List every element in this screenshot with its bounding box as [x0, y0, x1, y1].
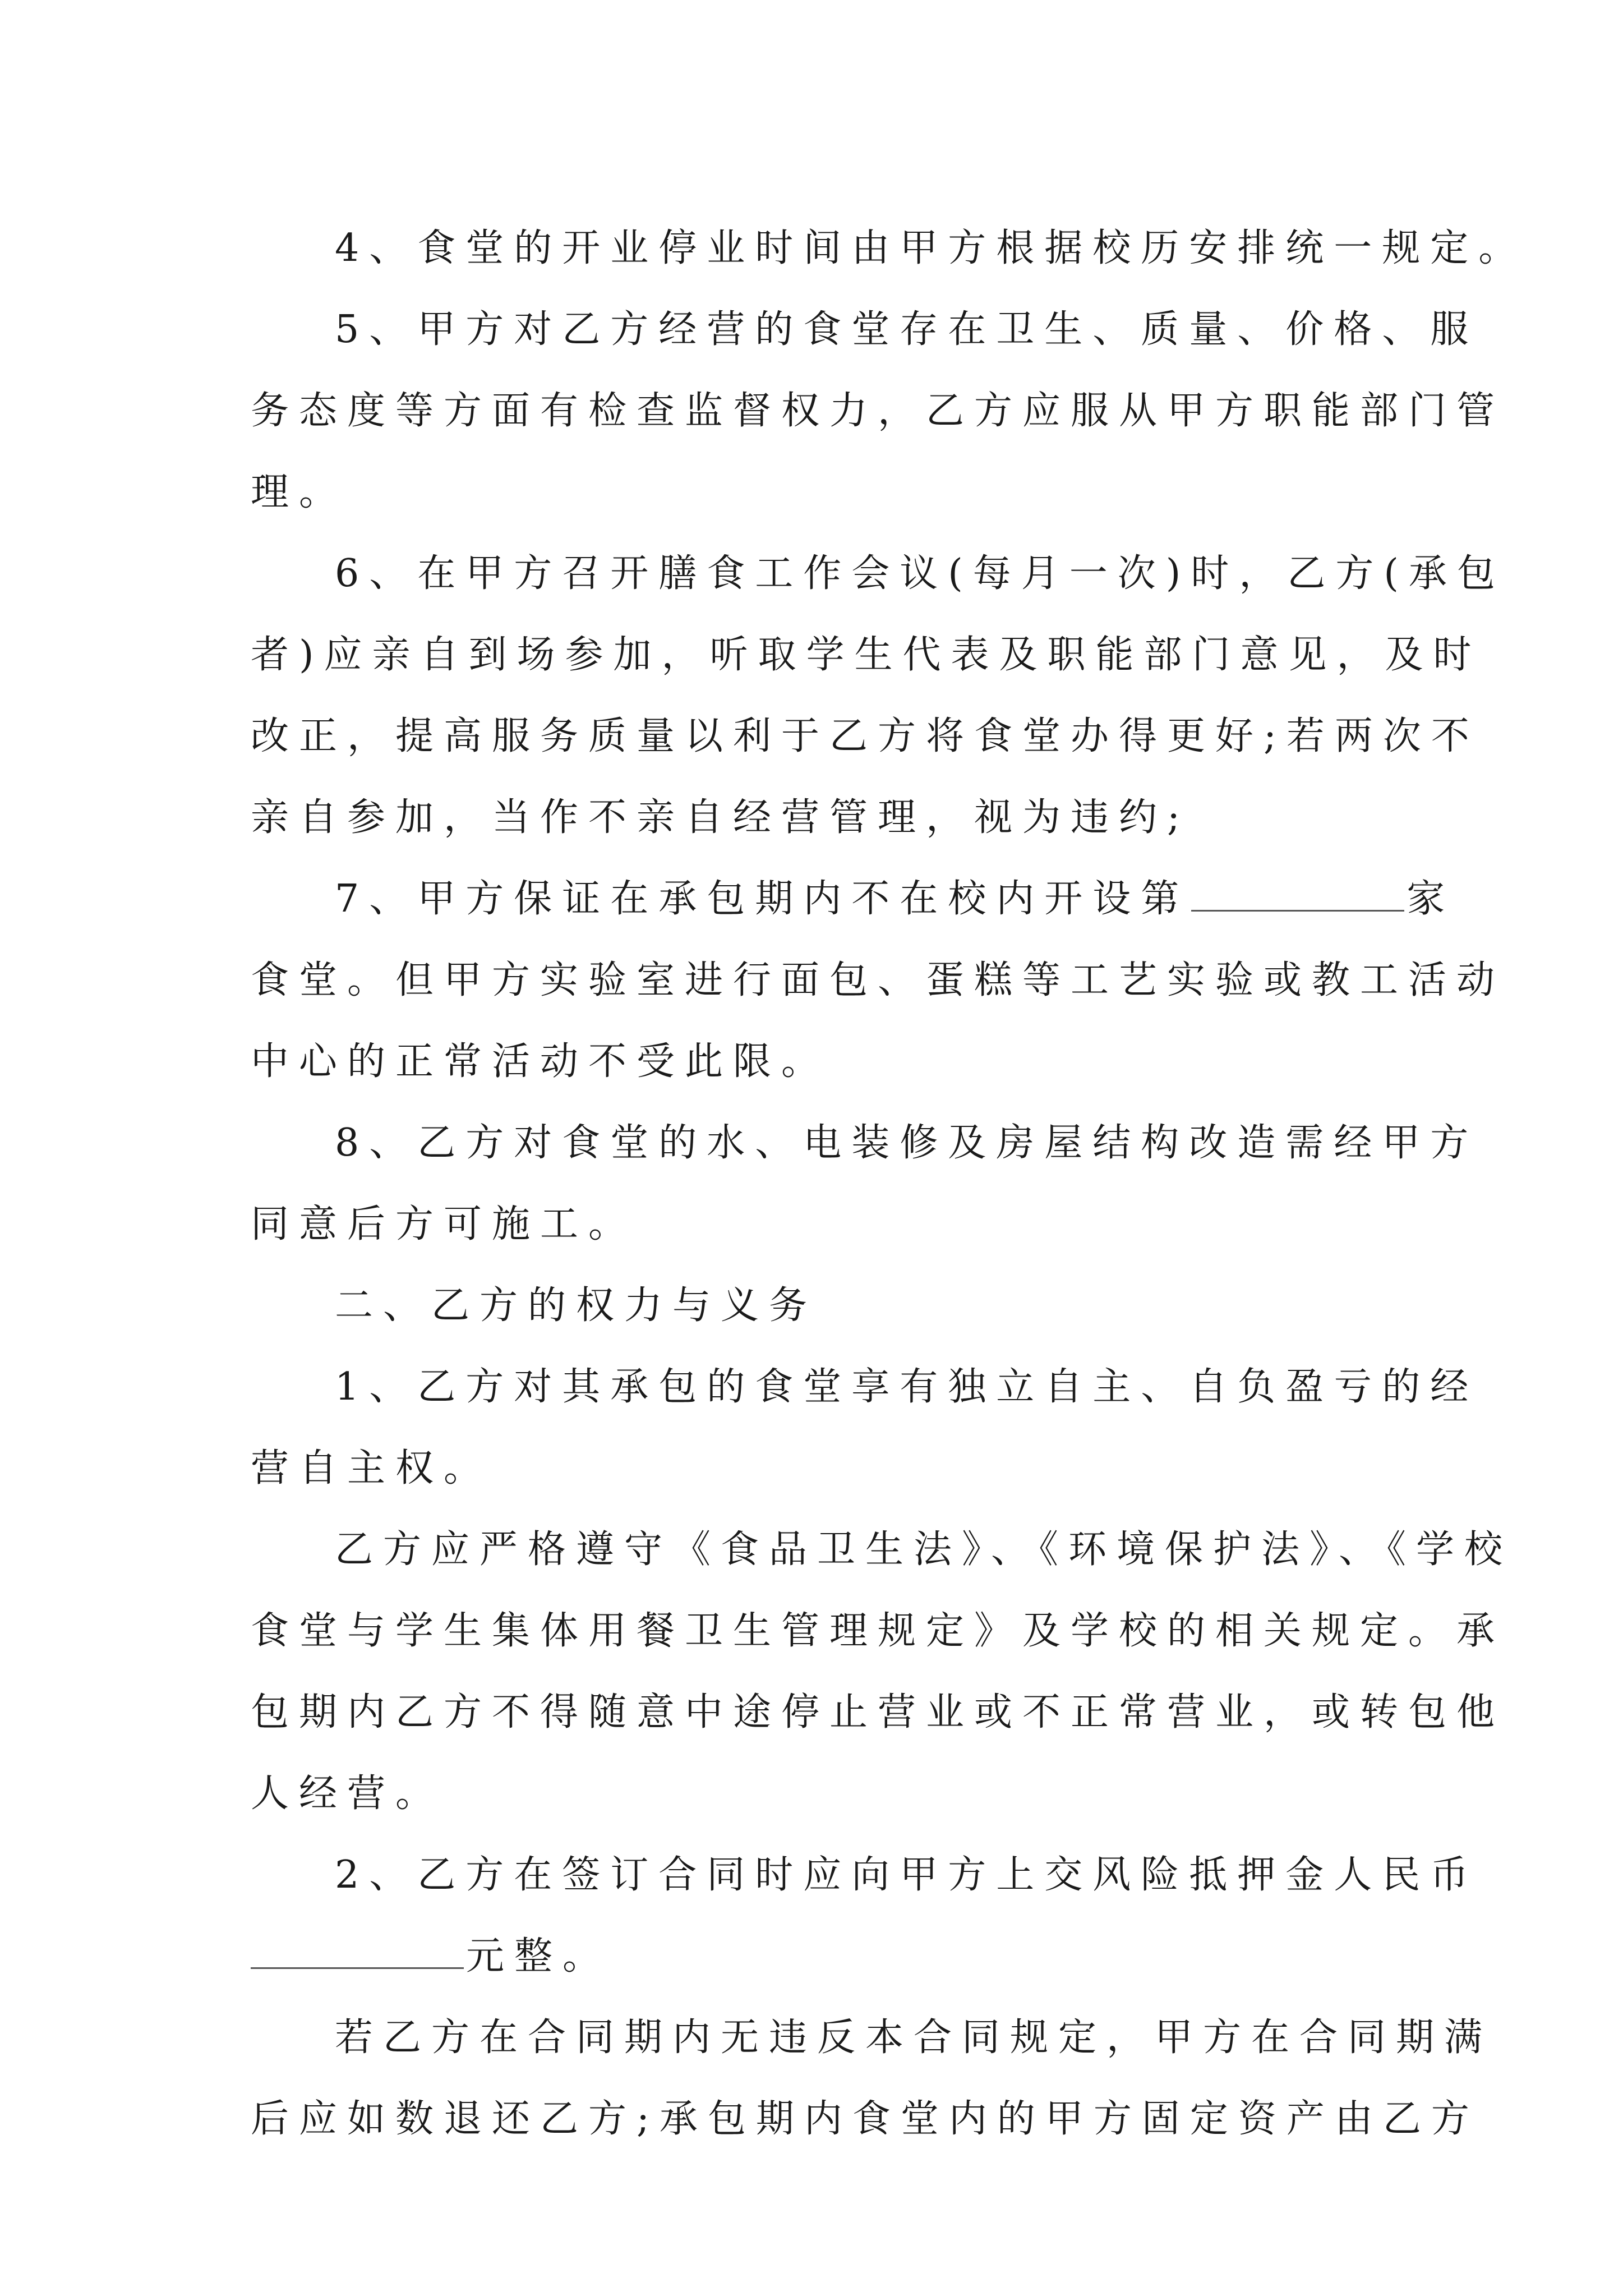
clause-6-line-2: 者)应亲自到场参加，听取学生代表及职能部门意见，及时	[251, 633, 1482, 677]
clause-7-line-3: 中心的正常活动不受此限。	[251, 1039, 830, 1084]
clause-7-line-1	[251, 858, 1455, 940]
document-body	[251, 208, 1527, 2160]
clause-6-line-3: 改正，提高服务质量以利于乙方将食堂办得更好;若两次不	[251, 714, 1479, 758]
section2-clause-1-line-1: 1、乙方对其承包的食堂享有独立自主、自负盈亏的经	[335, 1365, 1479, 1409]
compliance-line-2: 食堂与学生集体用餐卫生管理规定》及学校的相关规定。承	[251, 1609, 1505, 1653]
compliance-line-3: 包期内乙方不得随意中途停止营业或不正常营业，或转包他	[251, 1690, 1505, 1734]
compliance-line-1: 乙方应严格遵守《食品卫生法》、《环境保护法》、《学校	[335, 1527, 1513, 1572]
section-heading: 二、乙方的权力与义务	[335, 1283, 818, 1328]
amount-suffix: 元整。	[466, 1934, 611, 1978]
refund-line-1: 若乙方在合同期内无违反本合同规定，甲方在合同期满	[335, 2016, 1493, 2060]
clause-8-line-1: 8、乙方对食堂的水、电装修及房屋结构改造需经甲方	[335, 1121, 1479, 1165]
clause-7-text: 7、甲方保证在承包期内不在校内开设第	[335, 877, 1189, 921]
clause-6-line-4: 亲自参加，当作不亲自经营管理，视为违约;	[251, 795, 1190, 840]
clause-7-suffix: 家	[1407, 877, 1455, 921]
section2-clause-2-line-1: 2、乙方在签订合同时应向甲方上交风险抵押金人民币	[335, 1853, 1479, 1897]
section2-clause-1-line-2: 营自主权。	[251, 1446, 492, 1490]
clause-7-line-2: 食堂。但甲方实验室进行面包、蛋糕等工艺实验或教工活动	[251, 958, 1505, 1002]
clause-5-line-2: 务态度等方面有检查监督权力，乙方应服从甲方职能部门管	[251, 389, 1505, 433]
section2-clause-2-line-2	[251, 1916, 1395, 1997]
clause-6-line-1: 6、在甲方召开膳食工作会议(每月一次)时，乙方(承包	[335, 551, 1505, 596]
clause-5-line-1: 5、甲方对乙方经营的食堂存在卫生、质量、价格、服	[335, 307, 1479, 352]
refund-line-2: 后应如数退还乙方;承包期内食堂内的甲方固定资产由乙方	[251, 2097, 1479, 2141]
blank-field	[1191, 876, 1404, 912]
blank-field	[251, 1934, 464, 1969]
clause-8-line-2: 同意后方可施工。	[251, 1202, 637, 1246]
clause-5-line-3: 理。	[251, 470, 348, 514]
compliance-line-4: 人经营。	[251, 1772, 444, 1816]
clause-4-line-1: 4、食堂的开业停业时间由甲方根据校历安排统一规定。	[335, 226, 1527, 270]
